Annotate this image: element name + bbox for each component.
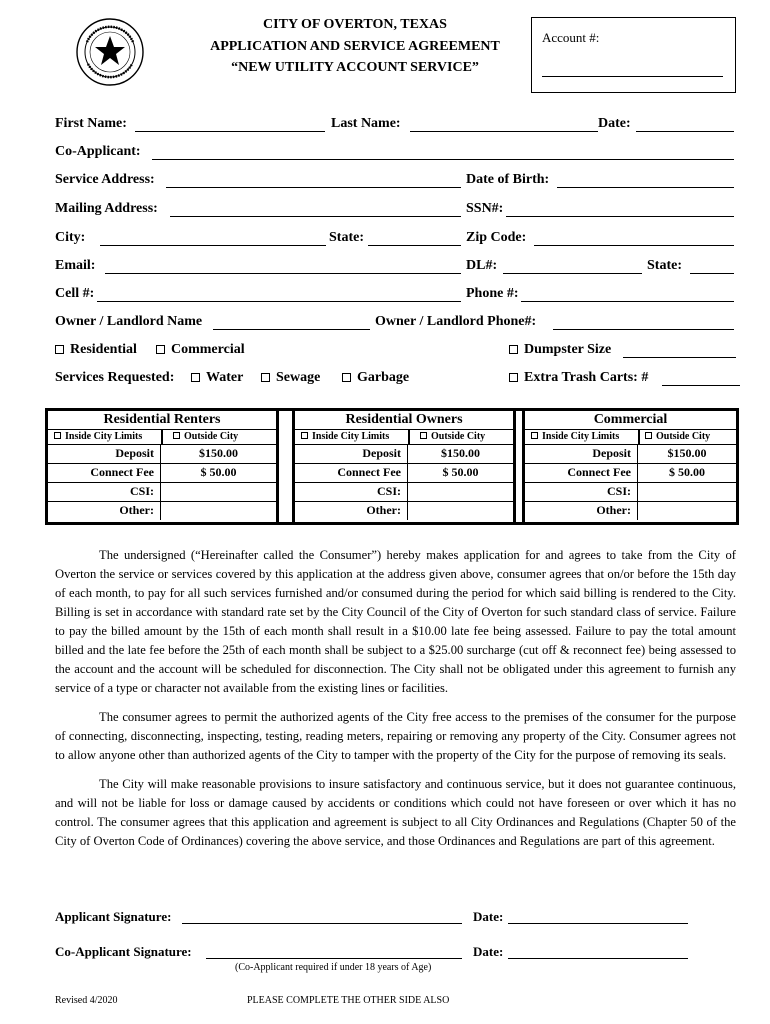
fee-row-other: [48, 501, 276, 520]
city-field[interactable]: [100, 245, 326, 246]
residential-option[interactable]: [55, 342, 137, 358]
owner-name-field[interactable]: [213, 329, 370, 330]
outside-city-checkbox[interactable]: [645, 432, 652, 439]
agreement-text: [55, 546, 736, 851]
date-of-birth-field[interactable]: [557, 187, 734, 188]
form-title-line2: APPLICATION AND SERVICE AGREEMENT: [210, 39, 500, 54]
extra-trash-carts-field[interactable]: [662, 385, 740, 386]
garbage-checkbox[interactable]: [342, 373, 351, 382]
fee-table-title: Commercial: [525, 411, 736, 430]
fee-row-label: Other:: [48, 502, 161, 520]
first-name-field[interactable]: [135, 131, 325, 132]
fee-row-label: Connect Fee: [295, 464, 408, 482]
residential-checkbox[interactable]: [55, 345, 64, 354]
dumpster-option[interactable]: [509, 342, 611, 358]
last-name-field[interactable]: [410, 131, 598, 132]
fee-row-label: Other:: [295, 502, 408, 520]
fee-row-deposit: [48, 444, 276, 463]
fee-table-title: Residential Owners: [295, 411, 513, 430]
revised-date: Revised 4/2020: [55, 995, 118, 1006]
fee-tables: [45, 408, 739, 525]
residential-label: Residential: [70, 342, 137, 357]
fee-row-label: CSI:: [525, 483, 638, 501]
garbage-option[interactable]: [342, 370, 409, 386]
fee-row-connect-fee: [525, 463, 736, 482]
account-number-label: Account #:: [542, 30, 600, 45]
applicant-date-label: Date:: [473, 909, 504, 924]
co-applicant-signature-field[interactable]: [206, 958, 462, 959]
dl-field[interactable]: [503, 273, 642, 274]
water-label: Water: [206, 370, 244, 385]
co-applicant-date-field[interactable]: [508, 958, 688, 959]
water-option[interactable]: [191, 370, 243, 386]
inside-city-checkbox[interactable]: [54, 432, 61, 439]
inside-city-option[interactable]: [531, 429, 619, 444]
extra-trash-carts-hash: #: [641, 370, 649, 385]
fee-row-deposit: [295, 444, 513, 463]
fee-row-value[interactable]: $ 50.00: [669, 465, 705, 479]
fee-table-residential-owners: [292, 408, 516, 525]
fee-row-csi: [48, 482, 276, 501]
owner-phone-field[interactable]: [553, 329, 734, 330]
fee-row-connect-fee: [48, 463, 276, 482]
inside-city-option[interactable]: [301, 429, 389, 444]
commercial-label: Commercial: [171, 342, 245, 357]
fee-row-csi: [295, 482, 513, 501]
dumpster-label: Dumpster Size: [524, 342, 612, 357]
sewage-option[interactable]: [261, 370, 320, 386]
fee-row-label: Deposit: [48, 445, 161, 463]
fee-row-label: Deposit: [525, 445, 638, 463]
water-checkbox[interactable]: [191, 373, 200, 382]
fee-row-label: CSI:: [48, 483, 161, 501]
ssn-field[interactable]: [506, 216, 734, 217]
city-seal-logo: [75, 17, 145, 87]
fee-row-value[interactable]: $ 50.00: [200, 465, 237, 479]
city-label: City:: [55, 230, 86, 245]
fee-row-csi: [525, 482, 736, 501]
inside-city-label: Inside City Limits: [65, 431, 143, 442]
commercial-option[interactable]: [156, 342, 245, 358]
agreement-paragraph-3: The City will make reasonable provisions to insure satisfactory and continuous service, but it does not guarantee continuous, and will not be liable for loss or damage caused by accidents or conditions which could not have foreseen or over which it has no control. The consumer agrees that this application and agreement is subject to all City Ordinances and Regulations (Chapter 50 of the City of Overton Code of Ordinances) covering the above service, and those Ordinances and Regulations are part of this agreement.: [55, 777, 736, 848]
email-field[interactable]: [105, 273, 461, 274]
outside-city-checkbox[interactable]: [173, 432, 180, 439]
co-applicant-date-label: Date:: [473, 944, 504, 959]
owner-name-label: Owner / Landlord Name: [55, 314, 203, 329]
zip-code-field[interactable]: [534, 245, 734, 246]
services-requested-label: Services Requested:: [55, 370, 175, 385]
outside-city-label: Outside City: [656, 431, 711, 442]
fee-row-deposit: [525, 444, 736, 463]
first-name-label: First Name:: [55, 116, 127, 131]
co-applicant-signature-label: Co-Applicant Signature:: [55, 944, 192, 959]
table-gap: [279, 408, 292, 525]
date-field[interactable]: [636, 131, 734, 132]
phone-label: Phone #:: [466, 286, 519, 301]
account-number-box: [531, 17, 736, 93]
inside-city-checkbox[interactable]: [531, 432, 538, 439]
state-label: State:: [329, 230, 364, 245]
outside-city-option[interactable]: [173, 429, 238, 444]
fee-table-residential-renters: [45, 408, 279, 525]
fee-row-other: [525, 501, 736, 520]
applicant-signature-label: Applicant Signature:: [55, 909, 172, 924]
email-label: Email:: [55, 258, 96, 273]
outside-city-label: Outside City: [184, 431, 239, 442]
fee-row-value[interactable]: $150.00: [441, 446, 480, 460]
sewage-checkbox[interactable]: [261, 373, 270, 382]
fee-row-value[interactable]: $150.00: [667, 446, 707, 460]
dumpster-size-field[interactable]: [623, 357, 736, 358]
outside-city-label: Outside City: [431, 431, 486, 442]
agreement-paragraph-1: The undersigned (“Hereinafter called the Consumer”) hereby makes application for and agrees to take from the City of Overton the service or services covered by this application at the address given above, consumer agrees that on/or before the 15th day of each month, to pay for all such services furnished and/or consumed during the period for which said billing is rendered to the City. Billing is set in accordance with standard rate set by the City Council of the City of Overton for such standard class of service. Failure to pay the billed amount by the 15th of each month shall result in a $10.00 late fee being assessed. Failure to pay the total amount billed and the late fee before the 25th of each month shall be subject to a $25.00 surcharge (cut off & reconnect fee) being assessed to the account and the account will be scheduled for disconnection. The City shall not be obligated under this agreement to furnish any service of a type or character not available from the existing lines or facilities.: [55, 548, 736, 695]
ssn-label: SSN#:: [466, 201, 504, 216]
date-label: Date:: [598, 116, 631, 131]
cell-label: Cell #:: [55, 286, 95, 301]
inside-city-checkbox[interactable]: [301, 432, 308, 439]
extra-trash-carts-label: Extra Trash Carts:: [524, 370, 638, 385]
service-address-label: Service Address:: [55, 172, 155, 187]
extra-trash-carts-option[interactable]: [509, 370, 648, 386]
inside-city-option[interactable]: [54, 429, 142, 444]
fee-row-connect-fee: [295, 463, 513, 482]
co-applicant-note: (Co-Applicant required if under 18 years of Age): [235, 962, 432, 973]
outside-city-checkbox[interactable]: [420, 432, 427, 439]
co-applicant-field[interactable]: [152, 159, 734, 160]
fee-row-label: Other:: [525, 502, 638, 520]
extra-trash-carts-checkbox[interactable]: [509, 373, 518, 382]
fee-row-label: Deposit: [295, 445, 408, 463]
garbage-label: Garbage: [357, 370, 410, 385]
form-title-line1: CITY OF OVERTON, TEXAS: [263, 17, 447, 32]
date-of-birth-label: Date of Birth:: [466, 172, 550, 187]
owner-phone-label: Owner / Landlord Phone#:: [375, 314, 537, 329]
cell-field[interactable]: [97, 301, 461, 302]
mailing-address-label: Mailing Address:: [55, 201, 158, 216]
inside-city-label: Inside City Limits: [542, 431, 620, 442]
mailing-address-field[interactable]: [170, 216, 461, 217]
dl-state-field[interactable]: [690, 273, 734, 274]
dumpster-checkbox[interactable]: [509, 345, 518, 354]
account-number-field[interactable]: [542, 76, 723, 77]
outside-city-option[interactable]: [420, 429, 485, 444]
service-address-field[interactable]: [166, 187, 461, 188]
complete-other-side-note: PLEASE COMPLETE THE OTHER SIDE ALSO: [247, 995, 450, 1006]
form-title-line3: “NEW UTILITY ACCOUNT SERVICE”: [231, 60, 479, 75]
fee-row-label: CSI:: [295, 483, 408, 501]
fee-row-value[interactable]: $ 50.00: [442, 465, 479, 479]
phone-field[interactable]: [521, 301, 734, 302]
fee-row-other: [295, 501, 513, 520]
fee-row-label: Connect Fee: [525, 464, 638, 482]
co-applicant-label: Co-Applicant:: [55, 144, 141, 159]
commercial-checkbox[interactable]: [156, 345, 165, 354]
outside-city-option[interactable]: [645, 429, 710, 444]
applicant-date-field[interactable]: [508, 923, 688, 924]
last-name-label: Last Name:: [331, 116, 401, 131]
zip-code-label: Zip Code:: [466, 230, 527, 245]
agreement-paragraph-2: The consumer agrees to permit the authorized agents of the City free access to the premises of the consumer for the purpose of connecting, disconnecting, inspecting, testing, reading meters, repairing or removing any property of the City. Consumer agrees not to allow anyone other than authorized agents of the City to tamper with the property of the City for the purpose of removing its seals.: [55, 710, 736, 762]
fee-table-commercial: [522, 408, 739, 525]
state-field[interactable]: [368, 245, 461, 246]
dl-state-label: State:: [647, 258, 682, 273]
fee-table-title: Residential Renters: [48, 411, 276, 430]
applicant-signature-field[interactable]: [182, 923, 462, 924]
fee-row-value[interactable]: $150.00: [199, 446, 238, 460]
inside-city-label: Inside City Limits: [312, 431, 390, 442]
sewage-label: Sewage: [276, 370, 321, 385]
dl-label: DL#:: [466, 258, 498, 273]
fee-row-label: Connect Fee: [48, 464, 161, 482]
